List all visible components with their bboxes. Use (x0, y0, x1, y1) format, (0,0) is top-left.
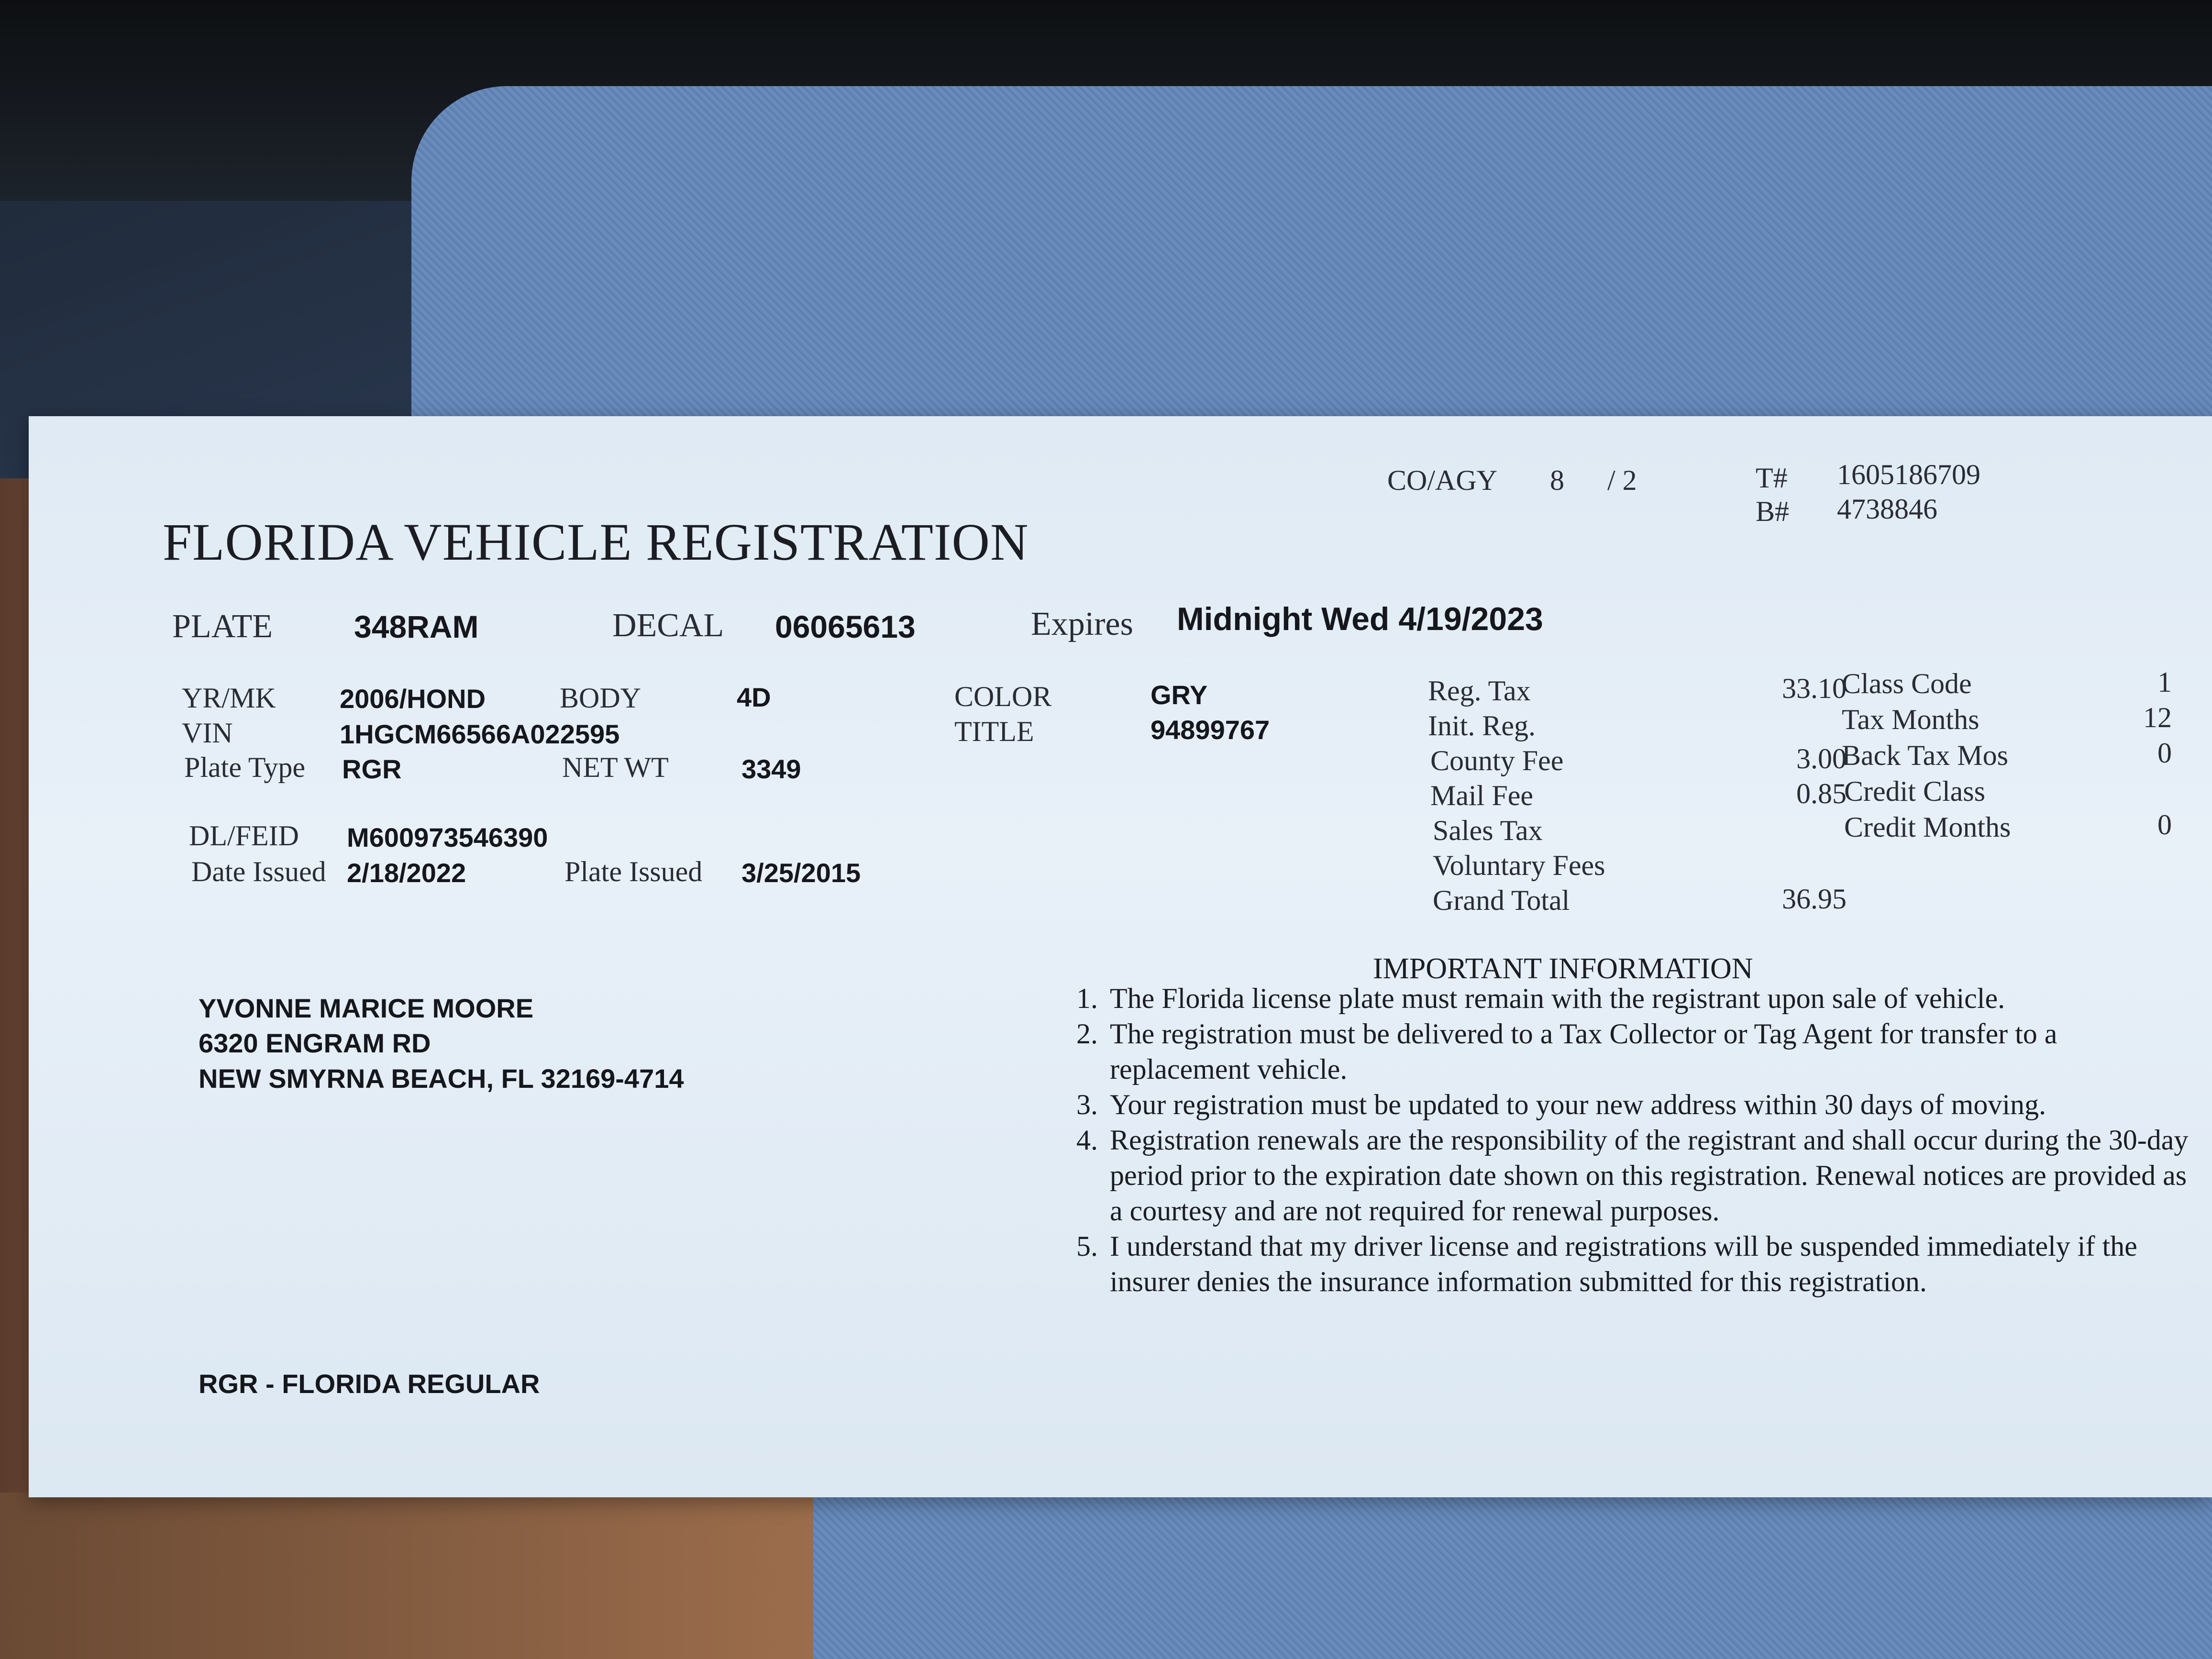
co-agy-sep: / 2 (1607, 465, 1637, 496)
body-label: BODY (560, 682, 641, 714)
important-info-heading: IMPORTANT INFORMATION (1373, 952, 1753, 985)
registration-document (29, 416, 2212, 1497)
dl-feid-value: M600973546390 (347, 822, 548, 852)
fee-label: Init. Reg. (1428, 710, 1536, 741)
vin-value: 1HGCM66566A022595 (340, 719, 620, 749)
registrant-name: YVONNE MARICE MOORE (199, 993, 534, 1023)
co-agy-label: CO/AGY (1387, 465, 1498, 496)
code-label: Class Code (1842, 668, 1972, 699)
fee-value: 33.10 (1782, 673, 1847, 704)
plate-type-description: RGR - FLORIDA REGULAR (199, 1369, 540, 1399)
registrant-street: 6320 ENGRAM RD (199, 1028, 431, 1058)
b-number-label: B# (1756, 496, 1790, 527)
background-wood (0, 1493, 813, 1659)
vin-label: VIN (182, 717, 233, 749)
registrant-city-state-zip: NEW SMYRNA BEACH, FL 32169-4714 (199, 1063, 684, 1094)
fee-label: County Fee (1430, 745, 1564, 776)
b-number-value: 4738846 (1837, 493, 1937, 525)
fee-value: 3.00 (1796, 743, 1847, 774)
plate-issued-label: Plate Issued (564, 856, 703, 887)
decal-label: DECAL (612, 607, 724, 644)
grand-total-value: 36.95 (1782, 883, 1847, 915)
plate-type-label: Plate Type (184, 752, 305, 783)
date-issued-label: Date Issued (191, 856, 326, 887)
code-label: Credit Months (1844, 811, 2011, 843)
date-issued-value: 2/18/2022 (347, 858, 466, 888)
info-item: 3. Your registration must be updated to your new address within 30 days of moving. (1105, 1087, 2191, 1122)
title-value: 94899767 (1150, 715, 1270, 745)
title-label: TITLE (954, 716, 1034, 747)
plate-type-value: RGR (342, 754, 402, 784)
code-label: Back Tax Mos (1842, 740, 2008, 771)
fee-label: Mail Fee (1430, 780, 1533, 811)
expires-label: Expires (1031, 606, 1133, 642)
fee-label: Voluntary Fees (1433, 850, 1605, 881)
info-item: 5. I understand that my driver license and registrations will be suspended immediately if the insurer denies the insurance information submitted for this registration. (1105, 1228, 2191, 1299)
code-value: 0 (2157, 809, 2172, 841)
decal-value: 06065613 (775, 609, 916, 644)
info-item: 2. The registration must be delivered to a Tax Collector or Tag Agent for transfer to a replacement vehicle. (1105, 1016, 2191, 1087)
expires-value: Midnight Wed 4/19/2023 (1177, 601, 1543, 637)
code-value: 0 (2157, 737, 2172, 769)
plate-value: 348RAM (354, 609, 479, 644)
fee-value: 0.85 (1796, 778, 1847, 809)
document-title: FLORIDA VEHICLE REGISTRATION (163, 513, 1029, 571)
net-wt-label: NET WT (562, 752, 669, 783)
grand-total-label: Grand Total (1433, 885, 1570, 916)
info-item: 4. Registration renewals are the responsibility of the registrant and shall occur during the 30-day period prior to the expiration date shown on this registration. Renewal notices are provided as a courtesy and are not required for renewal purposes. (1105, 1122, 2191, 1228)
dl-feid-label: DL/FEID (189, 820, 299, 852)
code-label: Tax Months (1842, 704, 1980, 735)
info-item: 1. The Florida license plate must remain with the registrant upon sale of vehicle. (1105, 981, 2191, 1016)
code-value: 1 (2157, 666, 2172, 698)
plate-label: PLATE (172, 608, 273, 645)
color-value: GRY (1150, 680, 1208, 710)
net-wt-value: 3349 (741, 754, 801, 784)
fee-label: Reg. Tax (1428, 675, 1531, 707)
co-agy-value: 8 (1550, 465, 1564, 496)
color-label: COLOR (954, 681, 1052, 712)
code-label: Credit Class (1844, 775, 1985, 807)
code-value: 12 (2143, 702, 2172, 733)
t-number-label: T# (1756, 462, 1788, 494)
plate-issued-value: 3/25/2015 (741, 858, 861, 888)
yrmk-label: YR/MK (182, 682, 276, 714)
fee-label: Sales Tax (1433, 815, 1543, 846)
yrmk-value: 2006/HOND (340, 684, 486, 714)
t-number-value: 1605186709 (1837, 459, 1980, 490)
body-value: 4D (737, 682, 771, 712)
important-info-list (1052, 981, 2191, 1299)
